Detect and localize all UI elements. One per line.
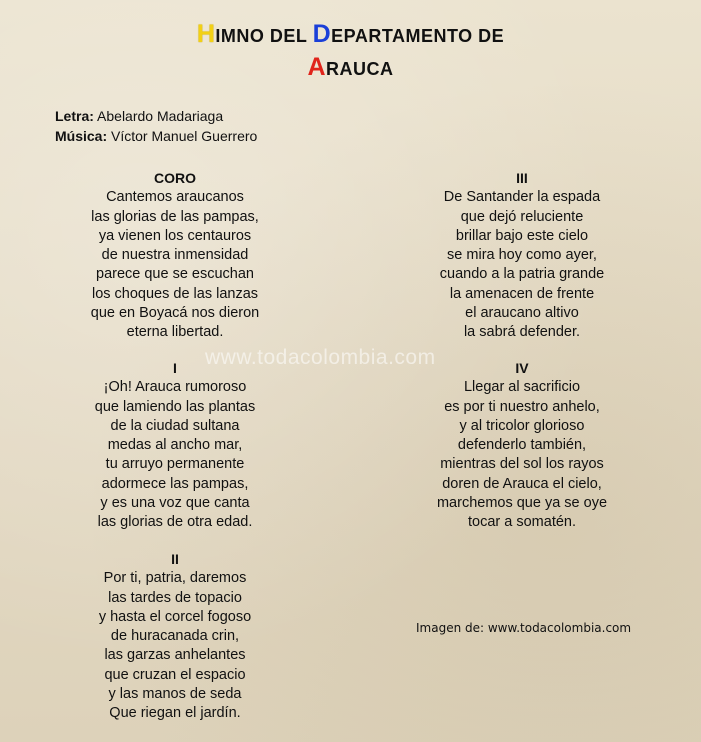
verse-line: de nuestra inmensidad [101, 247, 249, 264]
verse-line: tu arruyo permanente [105, 456, 245, 473]
verse-line: eterna libertad. [126, 324, 224, 341]
verse-line: se mira hoy como ayer, [447, 247, 597, 264]
title-text-departamento: EPARTAMENTO DE [331, 26, 505, 46]
credits [55, 106, 257, 146]
stanza-coro [45, 169, 305, 343]
verse-line: y es una voz que canta [100, 495, 250, 512]
stanza-heading: IV [515, 360, 529, 376]
verse-line: parece que se escuchan [96, 266, 254, 283]
stanza-iv [392, 359, 652, 533]
verse-line: Que riegan el jardín. [109, 705, 241, 722]
title-initial-a: A [307, 53, 327, 81]
stanza-heading: I [173, 360, 177, 376]
music-credit [55, 126, 257, 146]
title-initial-h: H [196, 20, 216, 48]
title-text-arauca: RAUCA [326, 59, 394, 79]
verse-line: ¡Oh! Arauca rumoroso [103, 379, 247, 396]
title-line-1 [0, 20, 701, 49]
verse-line: medas al ancho mar, [107, 437, 243, 454]
stanza-ii [45, 550, 305, 724]
verse-line: que en Boyacá nos dieron [90, 305, 260, 322]
verse-line: de la ciudad sultana [110, 417, 240, 434]
title-initial-d: D [312, 20, 332, 48]
stanza-heading: III [516, 170, 528, 186]
verse-line: las glorias de otra edad. [97, 514, 253, 531]
verse-line: que lamiendo las plantas [94, 398, 256, 415]
verse-line: las glorias de las pampas, [91, 208, 259, 225]
verse-line: y hasta el corcel fogoso [98, 608, 252, 625]
lyrics-author: Abelardo Madariaga [97, 108, 224, 124]
image-credit: Imagen de: www.todacolombia.com [416, 621, 632, 635]
verse-line: marchemos que ya se oye [436, 495, 608, 512]
verse-line: las tardes de topacio [108, 589, 242, 606]
verse-line: adormece las pampas, [101, 475, 249, 492]
verse-line: es por ti nuestro anhelo, [444, 398, 600, 415]
verse-line: brillar bajo este cielo [455, 227, 589, 244]
stanza-i [45, 359, 305, 533]
watermark: www.todacolombia.com [205, 346, 436, 369]
verse-line: y las manos de seda [108, 686, 242, 703]
stanza-iii [392, 169, 652, 343]
music-author: Víctor Manuel Guerrero [111, 128, 258, 144]
verse-line: mientras del sol los rayos [440, 456, 604, 473]
stanza-heading: II [171, 551, 179, 567]
verse-line: el araucano altivo [465, 305, 579, 322]
stanza-heading: CORO [154, 170, 196, 186]
verse-line: la amenacen de frente [449, 285, 595, 302]
title-text-himno: IMNO DEL [215, 26, 313, 46]
verse-line: Por ti, patria, daremos [103, 570, 247, 587]
lyrics-label: Letra: [55, 108, 94, 124]
verse-line: Llegar al sacrificio [463, 379, 581, 396]
verse-line: doren de Arauca el cielo, [442, 475, 602, 492]
verse-line: de huracanada crin, [110, 628, 240, 645]
music-label: Música: [55, 128, 108, 144]
verse-line: cuando a la patria grande [439, 266, 605, 283]
verse-line: y al tricolor glorioso [459, 417, 585, 434]
verse-line: defenderlo también, [457, 437, 587, 454]
verse-line: Cantemos araucanos [106, 189, 244, 206]
verse-line: ya vienen los centauros [98, 227, 252, 244]
verse-line: De Santander la espada [443, 189, 601, 206]
verse-line: que dejó reluciente [460, 208, 584, 225]
verse-line: la sabrá defender. [463, 324, 581, 341]
lyrics-credit [55, 106, 257, 126]
verse-line: las garzas anhelantes [104, 647, 246, 664]
title-line-2 [0, 53, 701, 82]
verse-line: los choques de las lanzas [91, 285, 259, 302]
verse-line: tocar a somatén. [468, 514, 576, 531]
verse-line: que cruzan el espacio [104, 666, 246, 683]
